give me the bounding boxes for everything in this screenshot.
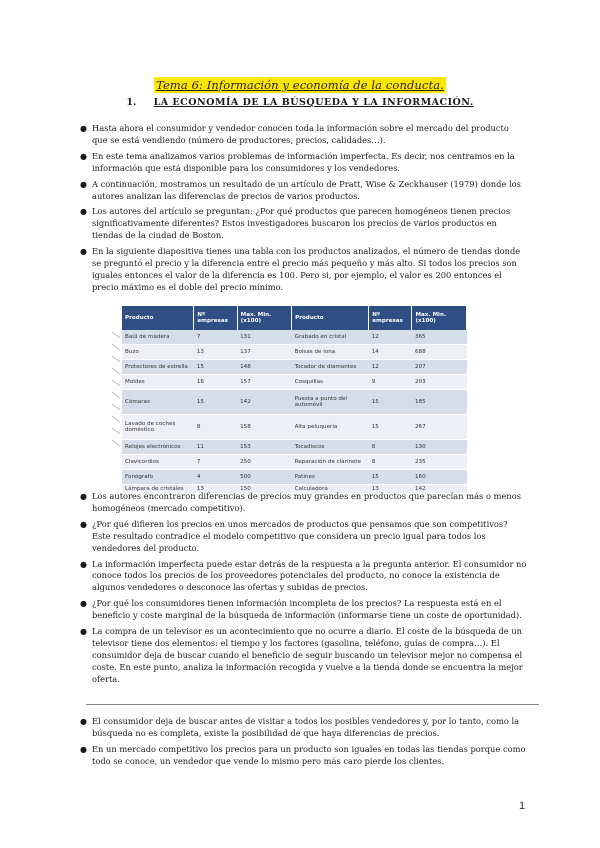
- bullet-text: A continuación, mostramos un resultado de un artículo de Pratt, Wise & Zeckhauser (1979) donde los autores analizan las diferencias de precios de varios productos.: [92, 178, 521, 201]
- header-maxmin-2: Max. Min. (x100): [412, 306, 467, 330]
- bullet-text: En la siguiente diapositiva tienes una tabla con los productos analizados, el número de tiendas donde se preguntó el precio y la diferencia entre el precio más pequeño y más alto. Si todos los precios son iguales entonces el valor de la diferencia es 100. Pero si, por ejemplo, el valor es 200 entonces el precio máximo es el doble del precio mínimo.: [92, 246, 521, 292]
- table-cell: Moldes: [122, 375, 194, 390]
- bullet-text: Los autores del artículo se preguntan: ¿Por qué productos que parecen homogéneos tienen precios significativamente diferentes? Estos investigadores buscaron los precios de varios productos en tiendas de la ciudad de Boston.: [92, 206, 511, 241]
- table-cell: Bolsas de lona: [292, 345, 369, 360]
- header-maxmin: Max. Min. (x100): [237, 306, 291, 330]
- table-row: [122, 440, 467, 455]
- table-cell: Baúl de madera: [122, 330, 194, 345]
- table-cell: Protectores de estrella: [122, 360, 194, 375]
- bullet-text: La compra de un televisor es un acontecimiento que no ocurre a diario. El coste de la búsqueda de un televisor tiene dos elementos: el tiempo y los factores (gasolina, teléfono, guías de compra…). El consumidor deja de buscar cuando el beneficio de seguir buscando un televisor mejor no compensa el coste. En este punto, analiza la información recogida y vuelve a la tienda donde se encuentra la mejor oferta.: [92, 626, 523, 684]
- table-cell: 160: [412, 470, 467, 485]
- bullet-icon: ●: [80, 179, 87, 189]
- table-cell: Cámaras: [122, 390, 194, 415]
- table-cell: 688: [412, 345, 467, 360]
- list-item: [80, 246, 527, 294]
- bullet-icon: ●: [80, 519, 87, 529]
- table-cell: 11: [194, 440, 237, 455]
- table-cell: 15: [369, 390, 412, 415]
- divider: [86, 704, 539, 705]
- table-cell: Lavado de coches doméstico: [122, 415, 194, 440]
- table-cell: 16: [194, 375, 237, 390]
- table-cell: 14: [369, 345, 412, 360]
- table-cell: 130: [412, 440, 467, 455]
- table-cell: Relojes electrónicos: [122, 440, 194, 455]
- bullet-list-middle: [80, 491, 527, 690]
- section-number: 1.: [126, 97, 137, 108]
- table-header-row: [122, 306, 467, 330]
- table-cell: Grabado en cristal: [292, 330, 369, 345]
- table-cell: Tocador de diamantes: [292, 360, 369, 375]
- bullet-icon: ●: [80, 151, 87, 161]
- table-cell: Calculadora: [292, 485, 369, 494]
- table-cell: 15: [369, 470, 412, 485]
- table-cell: 4: [194, 470, 237, 485]
- table-row: [122, 375, 467, 390]
- table-cell: Cosquillas: [292, 375, 369, 390]
- bullet-text: ¿Por qué difieren los precios en unos mercados de productos que pensamos que son competitivos? Este resultado contradice el modelo competitivo que considera un precio igual para todos los vendedores del producto.: [92, 518, 508, 553]
- bullet-icon: ●: [80, 559, 87, 569]
- header-producto: Producto: [122, 306, 194, 330]
- bullet-text: La información imperfecta puede estar detrás de la respuesta a la pregunta anterior. El consumidor no conoce todos los precios de los proveedores potenciales del producto, no conoce la existencia de algunos vendedores o desconoce las ofertas y subidas de precios.: [92, 558, 527, 593]
- bullet-icon: ●: [80, 599, 87, 609]
- section-heading: [0, 97, 600, 108]
- table-cell: 207: [412, 360, 467, 375]
- bullet-icon: ●: [80, 207, 87, 217]
- price-table: [122, 306, 467, 494]
- table-cell: Clavicordios: [122, 455, 194, 470]
- table-cell: 203: [412, 375, 467, 390]
- bullet-text: Hasta ahora el consumidor y vendedor conocen toda la información sobre el mercado del producto que se está vendiendo (número de productores, precios, calidades…).: [92, 123, 509, 145]
- section-title: LA ECONOMÍA DE LA BÚSQUEDA Y LA INFORMACIÓN.: [153, 97, 474, 108]
- header-producto-2: Producto: [292, 306, 369, 330]
- table-cell: 15: [369, 415, 412, 440]
- table-cell: Reparación de clarinete: [292, 455, 369, 470]
- list-item: [80, 598, 527, 622]
- table-cell: 13: [194, 485, 237, 494]
- table-cell: 267: [412, 415, 467, 440]
- list-item: [80, 558, 527, 595]
- table-row: [122, 345, 467, 360]
- table-cell: 158: [237, 415, 291, 440]
- table-row: [122, 470, 467, 485]
- bullet-text: ¿Por qué los consumidores tienen información incompleta de los precios? La respuesta está en el beneficio y coste marginal de la búsqueda de información (informarse tiene un coste de oportunidad).: [92, 598, 522, 621]
- list-item: [80, 518, 527, 555]
- table-cell: 150: [237, 485, 291, 494]
- table-cell: 142: [412, 485, 467, 494]
- bullet-icon: ●: [80, 124, 87, 133]
- bullet-list-bottom: [80, 716, 527, 772]
- table-cell: Buzo: [122, 345, 194, 360]
- bullet-icon: ●: [80, 717, 87, 726]
- table-row: [122, 390, 467, 415]
- table-cell: 148: [237, 360, 291, 375]
- list-item: [80, 491, 527, 515]
- header-empresas-2: Nº empresas: [369, 306, 412, 330]
- table-cell: 365: [412, 330, 467, 345]
- bullet-icon: ●: [80, 744, 87, 754]
- table-cell: 131: [237, 330, 291, 345]
- list-item: [80, 150, 527, 175]
- table-cell: 9: [369, 375, 412, 390]
- table-cell: 157: [237, 375, 291, 390]
- table-cell: Lámpara de cristales: [122, 485, 194, 494]
- bullet-text: El consumidor deja de buscar antes de visitar a todos los posibles vendedores y, por lo tanto, como la búsqueda no es completa, existe la posibilidad de que haya diferencias de precios.: [92, 716, 520, 738]
- table-cell: 500: [237, 470, 291, 485]
- page-number: 1: [519, 800, 526, 812]
- bullet-text: En este tema analizamos varios problemas de información imperfecta. Es decir, nos centramos en la información que está disponible para los consumidores y los vendedores.: [92, 150, 515, 173]
- table-cell: 8: [194, 415, 237, 440]
- table-cell: 15: [194, 390, 237, 415]
- page-title: Tema 6: Información y economía de la conducta.: [156, 78, 444, 92]
- decorative-tick-marks: [110, 330, 122, 460]
- table-row: [122, 330, 467, 345]
- table-cell: 13: [194, 345, 237, 360]
- table-cell: 185: [412, 390, 467, 415]
- table-cell: 142: [237, 390, 291, 415]
- table-cell: Puesta a punto del automóvil: [292, 390, 369, 415]
- table-cell: 7: [194, 330, 237, 345]
- table-cell: 250: [237, 455, 291, 470]
- list-item: [80, 743, 527, 768]
- table-cell: Alta peluquería: [292, 415, 369, 440]
- table-cell: 7: [194, 455, 237, 470]
- bullet-text: En un mercado competitivo los precios para un producto son iguales en todas las tiendas porque como todo se conoce, un vendedor que vende lo mismo pero más caro pierde los clientes.: [92, 743, 526, 766]
- table-row: [122, 415, 467, 440]
- table-cell: 153: [237, 440, 291, 455]
- bullet-text: Los autores encontraron diferencias de precios muy grandes en productos que parecían más o menos homogéneos (mercado competitivo).: [92, 491, 521, 513]
- table-cell: Fonógrafo: [122, 470, 194, 485]
- bullet-icon: ●: [80, 627, 87, 637]
- list-item: [80, 123, 527, 147]
- table-row: [122, 360, 467, 375]
- table-cell: 12: [369, 330, 412, 345]
- title-wrap: [0, 74, 600, 93]
- table-row: [122, 455, 467, 470]
- bullet-list-top: [80, 123, 527, 298]
- table-cell: 137: [237, 345, 291, 360]
- table-cell: Patines: [292, 470, 369, 485]
- table-cell: 12: [369, 360, 412, 375]
- list-item: [80, 206, 527, 242]
- table-cell: 13: [369, 485, 412, 494]
- table-cell: 8: [369, 455, 412, 470]
- bullet-icon: ●: [80, 492, 87, 501]
- header-empresas: Nº empresas: [194, 306, 237, 330]
- bullet-icon: ●: [80, 247, 87, 257]
- list-item: [80, 626, 527, 686]
- list-item: [80, 716, 527, 740]
- table-cell: Tocadiscos: [292, 440, 369, 455]
- table-cell: 235: [412, 455, 467, 470]
- table-cell: 8: [369, 440, 412, 455]
- table-cell: 15: [194, 360, 237, 375]
- list-item: [80, 178, 527, 203]
